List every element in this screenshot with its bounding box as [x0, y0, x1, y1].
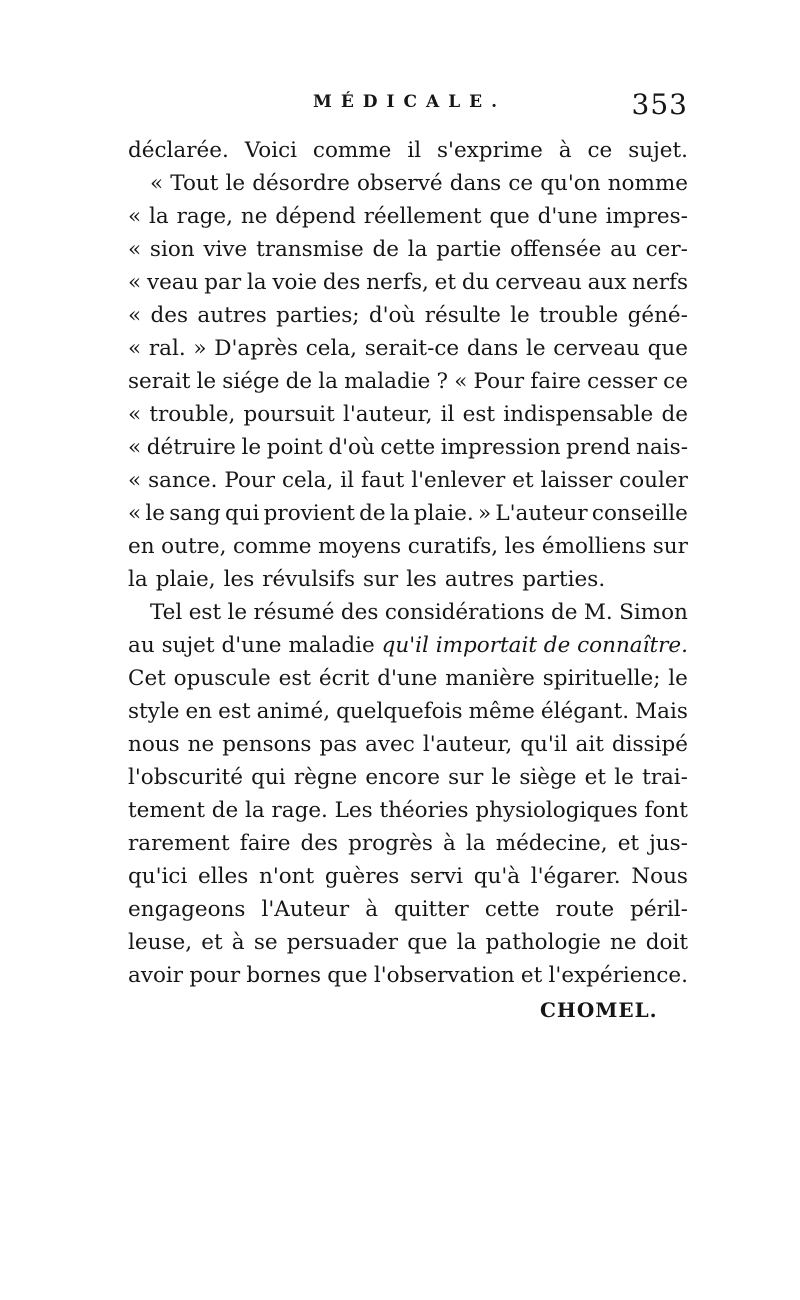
word: il [407, 138, 422, 163]
word: qui [224, 501, 260, 526]
word: sur [448, 765, 484, 790]
word: trai- [642, 765, 688, 790]
word: ? [436, 369, 449, 394]
word: bornes [246, 963, 321, 988]
word: que [647, 336, 688, 361]
word: même [468, 699, 535, 724]
word: est [462, 402, 496, 427]
word: progrès [348, 831, 433, 856]
word: siége [222, 369, 280, 394]
word: les [223, 567, 255, 592]
word: leuse, [128, 930, 193, 955]
word: doit [645, 930, 688, 955]
word: médecine, [495, 831, 608, 856]
word: servi [409, 864, 464, 889]
word: plaie, [155, 567, 216, 592]
word: qu'à [473, 864, 521, 889]
word: l'enlever [411, 468, 506, 493]
word: serait-ce [364, 336, 460, 361]
word: résulte [424, 303, 501, 328]
word: le [241, 435, 262, 460]
word: comme [233, 534, 312, 559]
word: et [434, 270, 457, 295]
word: révulsifs [262, 567, 356, 592]
word: maladie [288, 633, 375, 658]
word: d'une [221, 633, 282, 658]
word: manière [445, 666, 535, 691]
word: il [340, 468, 355, 493]
word: autres [444, 567, 515, 592]
word: point [266, 435, 323, 460]
word: à [558, 138, 572, 163]
word: est [278, 666, 311, 691]
word: cesser [587, 369, 657, 394]
word: la [389, 501, 410, 526]
word: et [617, 831, 640, 856]
text-line [128, 134, 688, 167]
word: encore [365, 765, 440, 790]
word: de [211, 798, 239, 823]
word: faire [530, 369, 581, 394]
word: en [185, 699, 213, 724]
word: dans [449, 171, 502, 196]
word: Mais [635, 699, 688, 724]
word: pas [319, 732, 358, 757]
word: faire [239, 831, 291, 856]
word: considérations [384, 600, 545, 625]
word: émolliens [541, 534, 647, 559]
word: dissipé [611, 732, 688, 757]
word: sujet. [628, 138, 688, 163]
word: spirituelle; [542, 666, 661, 691]
word: ral. [148, 336, 186, 361]
word: que [489, 204, 530, 229]
word: à [443, 831, 456, 856]
word: du [461, 270, 490, 295]
word: comme [312, 138, 392, 163]
word: la [149, 204, 169, 229]
word: géné- [627, 303, 688, 328]
word: de [550, 600, 578, 625]
word: l'auteur, [422, 732, 513, 757]
word: écrit [318, 666, 370, 691]
word: ne [187, 732, 215, 757]
word: réellement [363, 204, 482, 229]
word: et [512, 468, 534, 493]
word: opuscule [173, 666, 271, 691]
word: est [188, 600, 222, 625]
word: « [128, 402, 142, 427]
word: quitter [394, 897, 469, 922]
word: est [218, 699, 251, 724]
word: que [407, 930, 448, 955]
word: la [318, 369, 338, 394]
word: désordre [252, 171, 350, 196]
word: cela, [305, 336, 357, 361]
text-line [128, 200, 688, 233]
text-line [128, 167, 688, 200]
word: « [150, 171, 164, 196]
word: sujet [161, 633, 215, 658]
word: Tel [150, 600, 183, 625]
word: la [245, 798, 265, 823]
word: rarement [128, 831, 230, 856]
text-line [128, 761, 688, 794]
word: dans [466, 336, 519, 361]
text-line [128, 233, 688, 266]
word: Cet [128, 666, 166, 691]
word: trouble [539, 303, 619, 328]
word: aux [587, 270, 627, 295]
word: au [610, 237, 637, 262]
word: prend [566, 435, 631, 460]
word: la [128, 567, 148, 592]
word: plaie. [413, 501, 474, 526]
word: avec [365, 732, 415, 757]
word: des [322, 270, 361, 295]
word: Simon [619, 600, 688, 625]
word: à [231, 930, 245, 955]
word: guères [324, 864, 400, 889]
word: péril- [630, 897, 688, 922]
word: les [504, 534, 536, 559]
text-line [128, 266, 688, 299]
word: style [128, 699, 180, 724]
word: nomme [607, 171, 688, 196]
text-line [128, 431, 688, 464]
word: la [407, 237, 428, 262]
text-line [128, 299, 688, 332]
word: moyens [318, 534, 402, 559]
word: outre, [161, 534, 227, 559]
word: d'où [368, 303, 416, 328]
word: quelquefois [336, 699, 463, 724]
word: résumé [253, 600, 335, 625]
word: curatifs, [407, 534, 499, 559]
word: tement [128, 798, 205, 823]
word: autres [197, 303, 267, 328]
text-line [128, 860, 688, 893]
word: Nous [631, 864, 688, 889]
word: d'où [328, 435, 375, 460]
word: serait [128, 369, 191, 394]
word: de [661, 402, 688, 427]
word: par [204, 270, 242, 295]
word: la [456, 930, 477, 955]
word: le [510, 303, 530, 328]
author-signature: CHOMEL. [540, 998, 658, 1022]
word: D'après [214, 336, 298, 361]
word: siège [519, 765, 577, 790]
body-text [128, 134, 688, 992]
word: le [614, 765, 634, 790]
word: « [128, 336, 142, 361]
word: se [253, 930, 278, 955]
running-head: MÉDICALE. [313, 92, 507, 112]
text-line [128, 827, 688, 860]
word: Tout [170, 171, 219, 196]
word: impres- [605, 204, 688, 229]
word: « [128, 468, 142, 493]
word: « [454, 369, 468, 394]
word: et [520, 963, 543, 988]
word: l'auteur, [343, 402, 433, 427]
text-line [128, 563, 688, 596]
text-line [128, 530, 688, 563]
word: elles [198, 864, 249, 889]
word: des [340, 600, 379, 625]
text-line [128, 596, 688, 629]
word: animé, [256, 699, 331, 724]
word: le [196, 369, 217, 394]
word: transmise [256, 237, 364, 262]
word: nerfs, [366, 270, 429, 295]
word: sang [169, 501, 221, 526]
word: poursuit [243, 402, 335, 427]
word: que [327, 963, 368, 988]
word: sur [652, 534, 688, 559]
text-line [128, 365, 688, 398]
page-header [128, 88, 688, 128]
word: « [128, 501, 142, 526]
text-line [128, 728, 688, 761]
word: physiologiques [475, 798, 638, 823]
word: avoir [128, 963, 184, 988]
word: les [406, 567, 437, 592]
word: partie [436, 237, 502, 262]
word: à [365, 897, 379, 922]
word: n'ont [258, 864, 315, 889]
word: maladie [344, 369, 431, 394]
word: de [359, 501, 386, 526]
word: ait [575, 732, 604, 757]
text-line [128, 695, 688, 728]
word: le [668, 666, 688, 691]
text-line [128, 794, 688, 827]
word: Les [334, 798, 373, 823]
word: trouble, [149, 402, 236, 427]
word: déclarée. [128, 138, 229, 163]
word: et [584, 765, 607, 790]
word: « [128, 435, 142, 460]
word: route [555, 897, 615, 922]
word: pensons [222, 732, 312, 757]
word: laisser [540, 468, 613, 493]
word: le [225, 171, 246, 196]
word: Voici [244, 138, 297, 163]
word: rage. [271, 798, 328, 823]
word: pour [189, 963, 241, 988]
word: Pour [473, 369, 525, 394]
word: cette [484, 897, 540, 922]
word: persuader [286, 930, 398, 955]
word: il [440, 402, 455, 427]
word: l'égarer. [530, 864, 621, 889]
word: s'exprime [437, 138, 543, 163]
word: rage, [176, 204, 233, 229]
word: voie [272, 270, 318, 295]
word: » [477, 501, 492, 526]
word: qui [251, 765, 286, 790]
word: « [128, 303, 142, 328]
word: pathologie [485, 930, 601, 955]
word: qu'il [520, 732, 568, 757]
word: d'une [377, 666, 438, 691]
word: ce [508, 171, 534, 196]
word: cerveau [553, 336, 640, 361]
word: offensée [510, 237, 602, 262]
word: sur [363, 567, 399, 592]
text-line [128, 497, 688, 530]
word: nous [128, 732, 180, 757]
word: cette [380, 435, 436, 460]
word: au [128, 633, 155, 658]
word: théories [379, 798, 469, 823]
word: provient [263, 501, 355, 526]
word: d'une [537, 204, 598, 229]
word: le [145, 501, 165, 526]
word: impression [440, 435, 561, 460]
word: font [644, 798, 688, 823]
word: indispensable [503, 402, 654, 427]
word: détruire [146, 435, 236, 460]
word: cerveau [495, 270, 582, 295]
word: faut [360, 468, 405, 493]
word: nerfs [632, 270, 688, 295]
word: jus- [649, 831, 688, 856]
word: M. [583, 600, 613, 625]
word: et [201, 930, 223, 955]
word: des [150, 303, 189, 328]
word: veau [146, 270, 199, 295]
text-line [128, 332, 688, 365]
word: l'expérience. [548, 963, 688, 988]
word: cela, [282, 468, 334, 493]
word: la [465, 831, 486, 856]
word: ne [240, 204, 268, 229]
page-number: 353 [631, 88, 688, 121]
word: cer- [645, 237, 688, 262]
word: l'obscurité [128, 765, 243, 790]
word: l'Auteur [261, 897, 350, 922]
word: Pour [224, 468, 276, 493]
word: dépend [275, 204, 356, 229]
text-line [128, 464, 688, 497]
word: nais- [636, 435, 688, 460]
text-line [128, 926, 688, 959]
word: observé [356, 171, 443, 196]
word: vive [203, 237, 248, 262]
word: la [246, 270, 267, 295]
text-line [128, 662, 688, 695]
word: ce [587, 138, 613, 163]
word: « [128, 270, 142, 295]
word: ce [663, 369, 688, 394]
word: de [372, 237, 399, 262]
text-line [128, 629, 688, 662]
word: » [193, 336, 207, 361]
italic-phrase: qu'il importait de connaître. [381, 633, 688, 658]
word: des [300, 831, 339, 856]
word: l'observation [373, 963, 515, 988]
word: qu'on [540, 171, 601, 196]
word: règne [293, 765, 358, 790]
word: élégant. [540, 699, 630, 724]
word: qu'ici [128, 864, 188, 889]
word: en [128, 534, 155, 559]
word: couler [619, 468, 688, 493]
word: « [128, 237, 142, 262]
word: ne [610, 930, 637, 955]
word: sance. [148, 468, 218, 493]
word: le [491, 765, 512, 790]
word: L'auteur [495, 501, 588, 526]
word: le [227, 600, 248, 625]
text-line [128, 959, 688, 992]
word: sion [149, 237, 195, 262]
word: le [525, 336, 546, 361]
word: parties. [522, 567, 606, 592]
word: « [128, 204, 142, 229]
word: conseille [591, 501, 688, 526]
word: engageons [128, 897, 246, 922]
text-line [128, 893, 688, 926]
word: parties; [276, 303, 360, 328]
text-line [128, 398, 688, 431]
word: de [285, 369, 313, 394]
